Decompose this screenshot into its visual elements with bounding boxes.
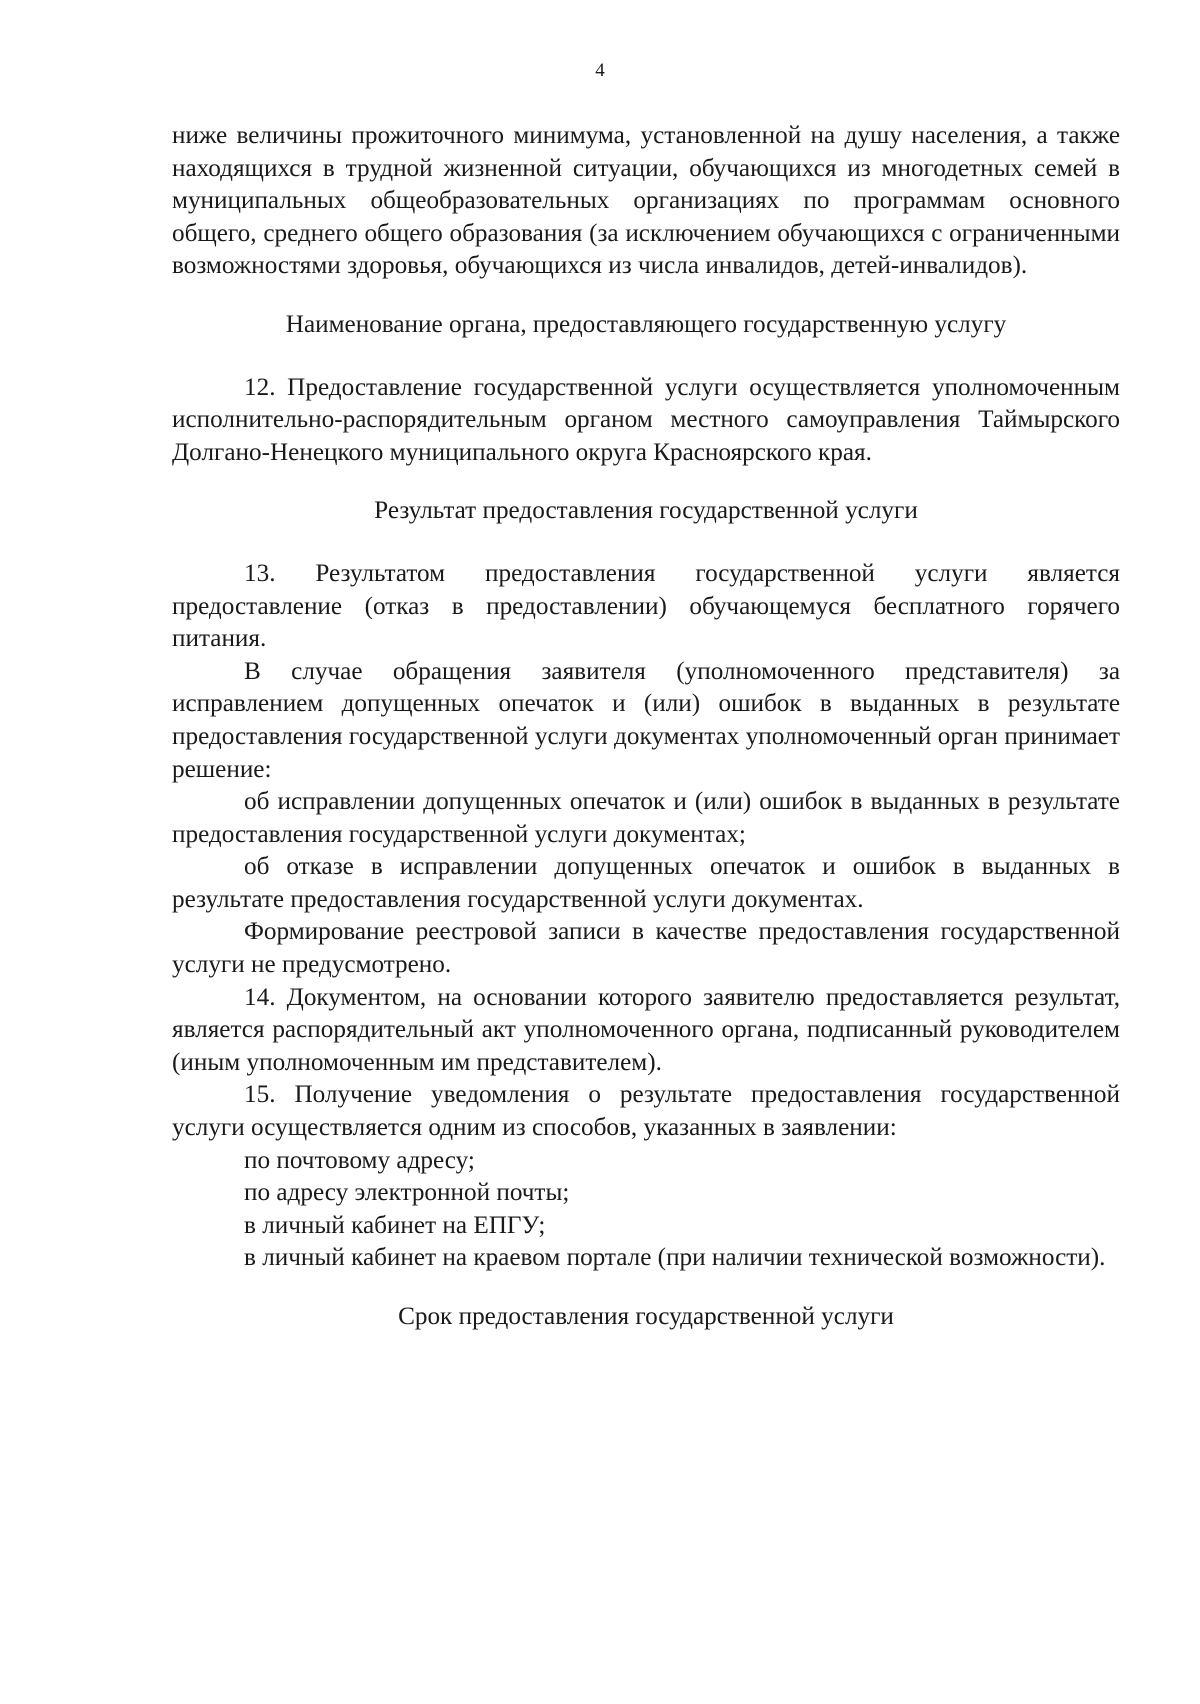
paragraph-registry: Формирование реестровой записи в качестве предоставления государственной услуги не предусмотрено.: [172, 918, 1120, 979]
paragraph-13: 13. Результатом предоставления государственной услуги является предоставление (отказ в предоставлении) обучающемуся бесплатного горячего питания.: [172, 559, 1120, 653]
result-heading: Результат предоставления государственной услуги: [374, 497, 918, 525]
method-item: в личный кабинет на ЕПГУ;: [244, 1211, 546, 1239]
intro-paragraph: ниже величины прожиточного минимума, установленной на душу населения, а также находящихся в трудной жизненной ситуации, обучающихся из многодетных семей в муниципальных общеобразовательных организациях по программам основного общего, среднего общего образования (за исключением обучающихся с ограниченными возможностями здоровья, обучающихся из числа инвалидов, детей-инвалидов).: [172, 122, 1120, 280]
method-item: по почтовому адресу;: [244, 1146, 475, 1174]
paragraph-errors: В случае обращения заявителя (уполномоченного представителя) за исправлением допущенных опечаток и (или) ошибок в выданных в результате предоставления государственной услуги документах уполномоченный орган принимает решение:: [172, 657, 1120, 783]
paragraph-14: 14. Документом, на основании которого заявителю предоставляется результат, является распорядительный акт уполномоченного органа, подписанный руководителем (иным уполномоченным им представителем).: [172, 983, 1120, 1076]
document-body: [172, 120, 1120, 1334]
term-heading: Срок предоставления государственной услуги: [398, 1303, 894, 1330]
paragraph-15: 15. Получение уведомления о результате предоставления государственной услуги осуществляется одним из способов, указанных в заявлении:: [172, 1081, 1120, 1142]
page-number: 4: [595, 60, 605, 81]
decision-correct: об исправлении допущенных опечаток и (или) ошибок в выданных в результате предоставления государственной услуги документах;: [172, 788, 1120, 848]
authority-heading: Наименование органа, предоставляющего государственную услугу: [285, 310, 1007, 338]
paragraph-12: 12. Предоставление государственной услуги осуществляется уполномоченным исполнительно-распорядительным органом местного самоуправления Таймырского Долгано-Ненецкого муниципального округа Красноярского края.: [172, 373, 1120, 466]
decision-refuse: об отказе в исправлении допущенных опечаток и ошибок в выданных в результате предоставления государственной услуги документах.: [172, 853, 1120, 913]
method-item: по адресу электронной почты;: [244, 1179, 570, 1207]
method-portal: в личный кабинет на краевом портале (при наличии технической возможности).: [244, 1244, 1106, 1272]
